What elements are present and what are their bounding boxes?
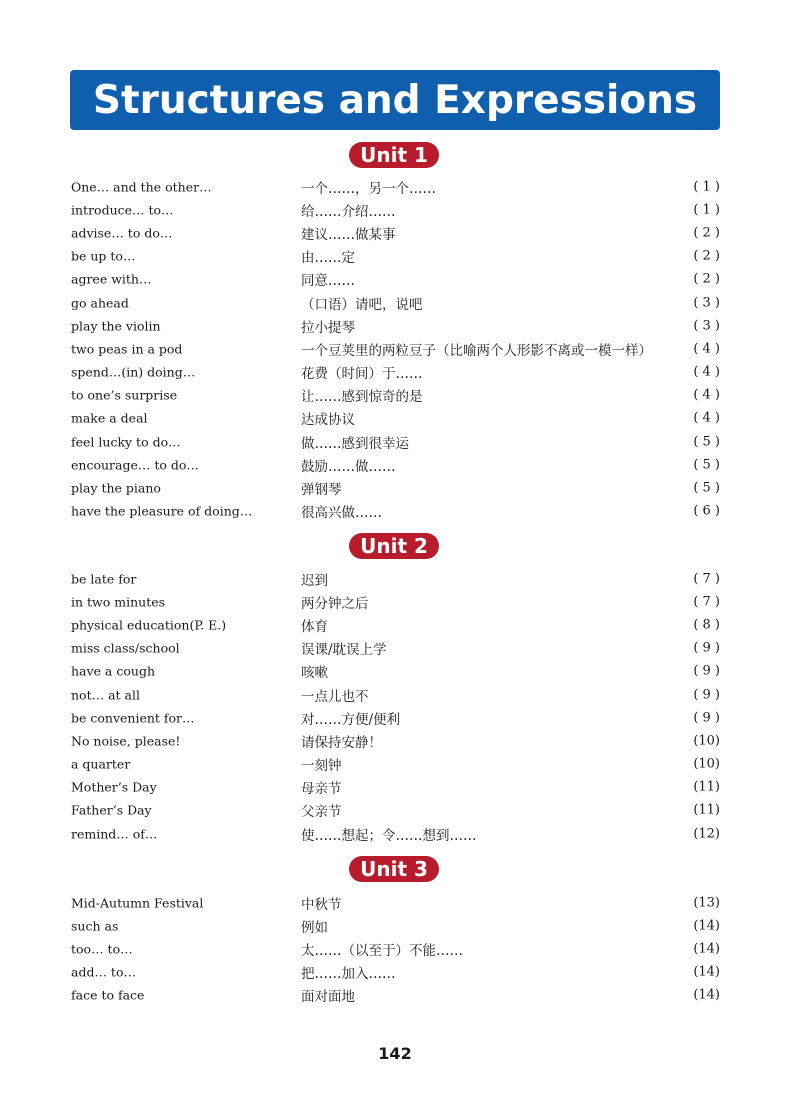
entry-row [0,613,790,636]
english-phrase: have a cough [71,663,155,679]
entry-row [0,590,790,613]
entry-row [0,453,790,476]
entry-row [0,729,790,752]
chinese-meaning: 面对面地 [301,989,355,1006]
entry-row [0,937,790,960]
page-ref: ( 9 ) [693,710,720,726]
chinese-meaning: 母亲节 [301,781,342,798]
entry-row [0,891,790,914]
unit-2-badge: Unit 2 [349,533,439,559]
english-phrase: play the piano [71,480,161,496]
page-ref: (11) [693,802,720,818]
chinese-meaning: 由……定 [301,250,355,267]
entry-row [0,637,790,660]
english-phrase: such as [71,918,119,934]
entry-row [0,407,790,430]
chinese-meaning: 咳嗽 [301,665,328,682]
page-ref: ( 4 ) [693,387,720,403]
english-phrase: feel lucky to do… [71,434,181,450]
chinese-meaning: 达成协议 [301,412,355,429]
page-ref: ( 4 ) [693,410,720,426]
page-ref: ( 9 ) [693,663,720,679]
page-ref: ( 7 ) [693,594,720,610]
english-phrase: Father’s Day [71,802,152,818]
page-ref: (14) [693,918,720,934]
english-phrase: be up to… [71,248,136,264]
english-phrase: in two minutes [71,594,166,610]
english-phrase: play the violin [71,318,161,334]
entry-row [0,361,790,384]
english-phrase: two peas in a pod [71,341,183,357]
chinese-meaning: 弹钢琴 [301,482,342,499]
chinese-meaning: 父亲节 [301,804,342,821]
chinese-meaning: 一点儿也不 [301,688,369,705]
page-ref: ( 9 ) [693,687,720,703]
page-number: 142 [378,1044,412,1063]
unit-1-badge: Unit 1 [349,142,439,168]
english-phrase: be convenient for… [71,710,195,726]
page-ref: (14) [693,987,720,1003]
entry-row [0,984,790,1007]
entry-row [0,961,790,984]
english-phrase: physical education(P. E.) [71,617,227,633]
unit-3-badge: Unit 3 [349,856,439,882]
english-phrase: spend…(in) doing… [71,364,196,380]
english-phrase: Mid-Autumn Festival [71,895,204,911]
page-ref: ( 3 ) [693,295,720,311]
entry-row [0,198,790,221]
chinese-meaning: 一刻钟 [301,758,342,775]
chinese-meaning: 对……方便/便利 [301,711,401,728]
chinese-meaning: 花费（时间）于…… [301,366,423,383]
page-ref: (10) [693,733,720,749]
entry-row [0,799,790,822]
entry-row [0,706,790,729]
page-ref: (12) [693,826,720,842]
english-phrase: make a deal [71,410,148,426]
chinese-meaning: 做……感到很幸运 [301,435,409,452]
chinese-meaning: 中秋节 [301,896,342,913]
entry-row [0,683,790,706]
chinese-meaning: 同意…… [301,273,355,290]
chinese-meaning: 很高兴做…… [301,505,382,522]
page-ref: ( 1 ) [693,202,720,218]
page-ref: ( 5 ) [693,480,720,496]
entry-row [0,384,790,407]
entry-row [0,221,790,244]
page-ref: ( 9 ) [693,640,720,656]
english-phrase: Mother’s Day [71,779,157,795]
entry-row [0,660,790,683]
entry-row [0,314,790,337]
english-phrase: No noise, please! [71,733,181,749]
entry-row [0,822,790,845]
entry-row [0,914,790,937]
chinese-meaning: 建议……做某事 [301,226,396,243]
english-phrase: have the pleasure of doing… [71,503,253,519]
english-phrase: too… to… [71,941,133,957]
english-phrase: miss class/school [71,640,180,656]
entry-row [0,291,790,314]
page-ref: ( 2 ) [693,271,720,287]
page-ref: ( 4 ) [693,341,720,357]
chinese-meaning: 请保持安静！ [301,734,382,751]
entry-row [0,430,790,453]
page-title: Structures and Expressions [92,77,698,123]
title-banner [70,70,720,130]
chinese-meaning: 迟到 [301,572,328,589]
chinese-meaning: 体育 [301,618,328,635]
chinese-meaning: 拉小提琴 [301,319,355,336]
english-phrase: introduce… to… [71,202,174,218]
chinese-meaning: 例如 [301,919,328,936]
chinese-meaning: 误课/耽误上学 [301,642,387,659]
page-ref: ( 1 ) [693,179,720,195]
chinese-meaning: 使……想起；令……想到…… [301,827,477,844]
chinese-meaning: 把……加入…… [301,966,396,983]
english-phrase: face to face [71,987,145,1003]
english-phrase: not… at all [71,687,140,703]
page-ref: ( 2 ) [693,225,720,241]
page-ref: (11) [693,779,720,795]
entry-row [0,268,790,291]
unit-1-list [0,175,790,523]
english-phrase: go ahead [71,295,129,311]
page-ref: ( 7 ) [693,571,720,587]
entry-row [0,500,790,523]
page-ref: ( 2 ) [693,248,720,264]
english-phrase: agree with… [71,271,152,287]
page-ref: ( 4 ) [693,364,720,380]
page-ref: (14) [693,964,720,980]
page-ref: (10) [693,756,720,772]
unit-3-list [0,891,790,1007]
page-ref: ( 5 ) [693,457,720,473]
english-phrase: One… and the other… [71,179,212,195]
english-phrase: a quarter [71,756,131,772]
entry-row [0,567,790,590]
page-ref: ( 5 ) [693,434,720,450]
entry-row [0,245,790,268]
english-phrase: add… to… [71,964,136,980]
page-ref: (13) [693,895,720,911]
page-ref: ( 3 ) [693,318,720,334]
chinese-meaning: 给……介绍…… [301,203,396,220]
unit-2-list [0,567,790,845]
chinese-meaning: 一个豆荚里的两粒豆子（比喻两个人形影不离或一模一样） [301,342,652,359]
chinese-meaning: 鼓励……做…… [301,458,396,475]
english-phrase: to one’s surprise [71,387,178,403]
english-phrase: be late for [71,571,137,587]
english-phrase: advise… to do… [71,225,173,241]
page-ref: ( 6 ) [693,503,720,519]
entry-row [0,337,790,360]
chinese-meaning: 一个……，另一个…… [301,180,436,197]
chinese-meaning: 让……感到惊奇的是 [301,389,423,406]
entry-row [0,476,790,499]
page-ref: ( 8 ) [693,617,720,633]
entry-row [0,175,790,198]
chinese-meaning: 两分钟之后 [301,595,369,612]
chinese-meaning: （口语）请吧，说吧 [301,296,423,313]
chinese-meaning: 太……（以至于）不能…… [301,942,463,959]
page-ref: (14) [693,941,720,957]
entry-row [0,776,790,799]
english-phrase: encourage… to do… [71,457,199,473]
entry-row [0,753,790,776]
english-phrase: remind… of… [71,826,158,842]
